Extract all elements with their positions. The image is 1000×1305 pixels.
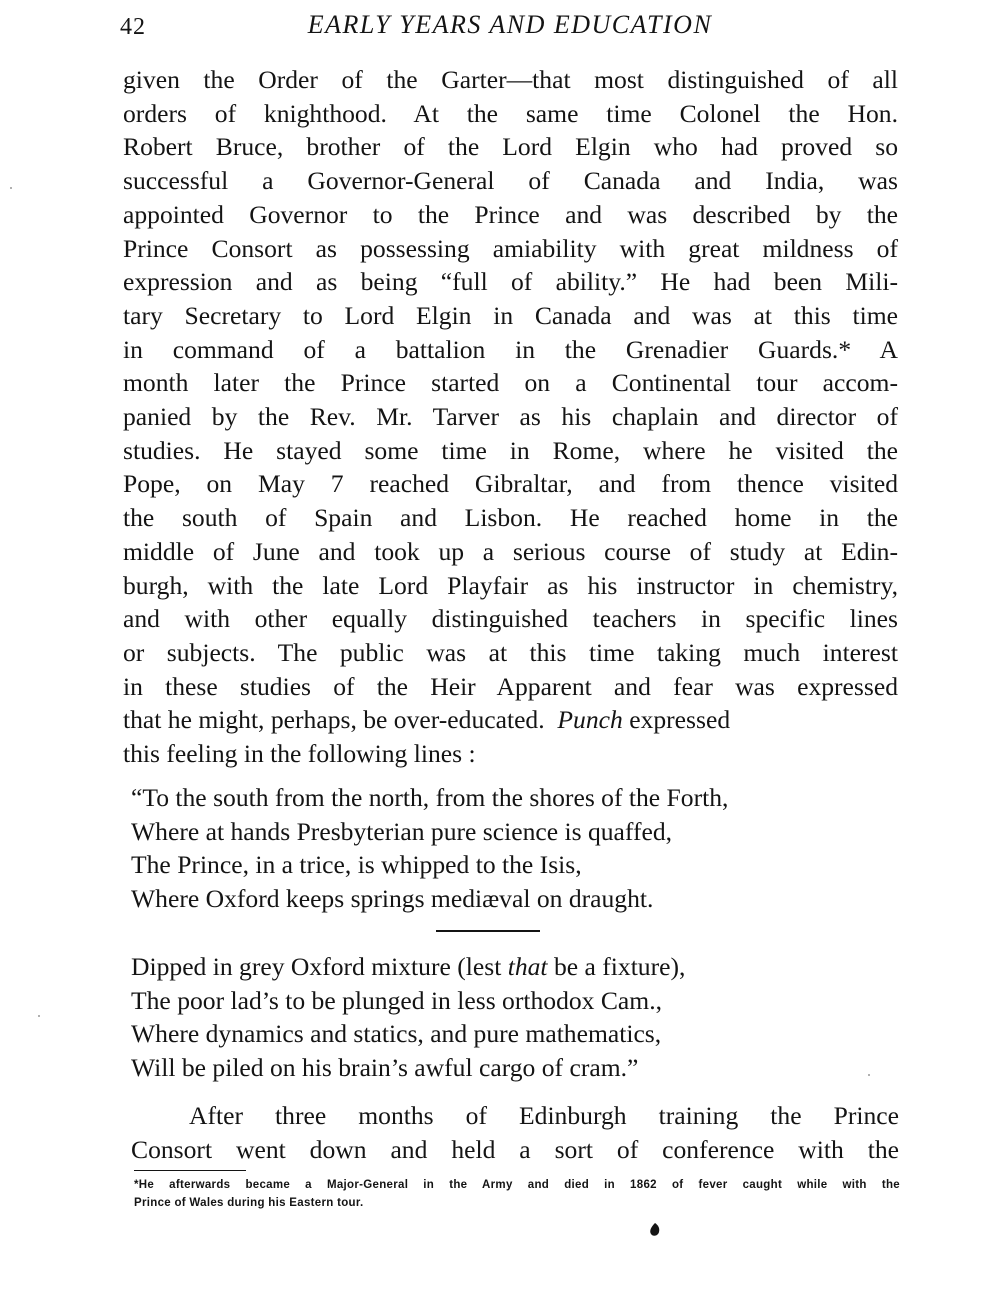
text-fragment: Dipped in grey Oxford mixture (lest [131,952,508,981]
text-line: appointed Governor to the Prince and was described by the [123,199,898,229]
poem-line: “To the south from the north, from the shores of the Forth, [131,783,729,812]
ink-blot-icon [648,1222,662,1238]
paragraph-1 [123,63,898,771]
margin-speck [38,1015,40,1017]
footnote-line: Prince of Wales during his Eastern tour. [134,1197,364,1209]
poem-line: Will be piled on his brain’s awful cargo of cram.” [131,1052,639,1082]
text-line: Pope, on May 7 reached Gibraltar, and from thence visited [123,469,898,499]
poem-line: The Prince, in a trice, is whipped to the Isis, [131,850,582,879]
text-fragment: be a fixture), [547,952,686,981]
text-line: month later the Prince started on a Continental tour accom- [123,368,898,398]
text-line: in these studies of the Heir Apparent and fear was expressed [123,671,898,701]
text-line: studies. He stayed some time in Rome, where he visited the [123,435,898,465]
text-line: expression and as being “full of ability.” He had been Mili- [123,267,898,297]
text-line: this feeling in the following lines : [123,739,476,769]
text-line: After three months of Edinburgh training the Prince [189,1101,899,1130]
stanza-divider [436,930,540,932]
text-line: successful a Governor-General of Canada and India, was [123,166,898,196]
poem-stanza-1 [131,781,911,915]
text-line-with-emphasis [123,703,898,737]
text-line: Prince Consort as possessing amiability with great mildness of [123,233,898,263]
footnote-divider [134,1170,246,1171]
text-line: Consort went down and held a sort of conference with the [131,1134,899,1164]
poem-line: Where at hands Presbyterian pure science is quaffed, [131,816,673,846]
text-line: or subjects. The public was at this time taking much interest [123,637,898,667]
text-line: in command of a battalion in the Grenadier Guards.* A [123,334,898,364]
poem-line: Where Oxford keeps springs mediæval on draught. [131,883,654,913]
text-line: and with other equally distinguished teachers in specific lines [123,604,898,634]
poem-stanza-2 [131,950,911,1084]
poem-line-with-emphasis [131,950,911,984]
text-line: the south of Spain and Lisbon. He reached home in the [123,503,898,533]
text-line: tary Secretary to Lord Elgin in Canada and was at this time [123,300,898,330]
text-line: given the Order of the Garter—that most distinguished of all [123,65,898,94]
text-fragment: expressed [622,705,731,735]
text-line: burgh, with the late Lord Playfair as his instructor in chemistry, [123,570,898,600]
footnote [134,1176,900,1212]
text-line: middle of June and took up a serious course of study at Edin- [123,536,898,566]
text-line: Robert Bruce, brother of the Lord Elgin who had proved so [123,132,898,162]
poem-line: The poor lad’s to be plunged in less orthodox Cam., [131,985,662,1015]
poem-line: Where dynamics and statics, and pure mathematics, [131,1019,662,1048]
margin-speck [10,187,12,189]
margin-speck [868,1074,870,1076]
emphasis-that: that [507,952,548,981]
text-fragment: that he might, perhaps, be over-educated. [123,705,545,735]
running-head: EARLY YEARS AND EDUCATION [307,10,713,39]
paragraph-2 [131,1099,899,1166]
text-line: panied by the Rev. Mr. Tarver as his chaplain and director of [123,402,898,432]
footnote-line: *He afterwards became a Major-General in the Army and died in 1862 of fever caught while with the [134,1179,900,1191]
page-number: 42 [120,14,146,40]
text-line: orders of knighthood. At the same time Colonel the Hon. [123,98,898,128]
emphasis-punch: Punch [557,705,623,735]
